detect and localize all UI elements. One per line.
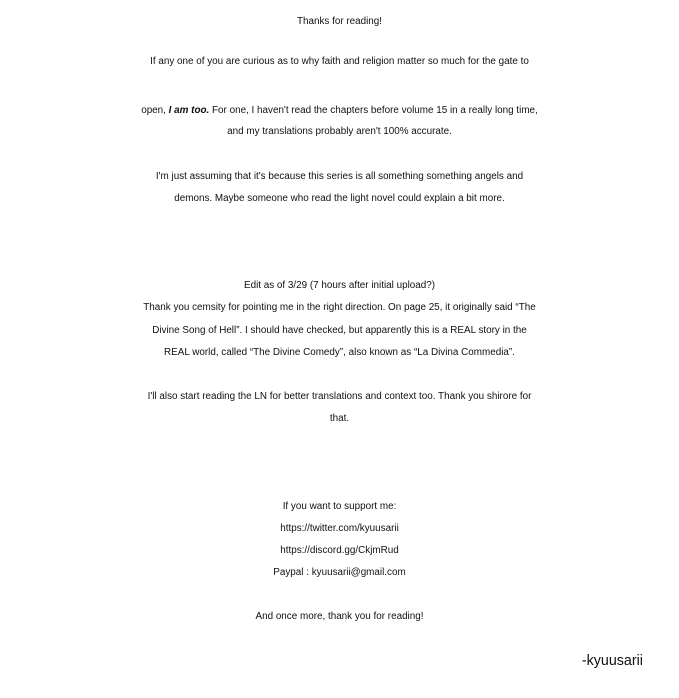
paragraph-1-line-2: [0, 100, 679, 122]
paragraph-2-line-2: demons. Maybe someone who read the light novel could explain a bit more.: [174, 193, 505, 204]
paragraph-1-line-2-start: open,: [141, 105, 169, 116]
paragraph-3-line-1: I'll also start reading the LN for better translations and context too. Thank you shirore for: [147, 391, 532, 402]
support-intro: If you want to support me:: [282, 501, 397, 512]
paypal-email: Paypal : kyuusarii@gmail.com: [273, 567, 406, 578]
twitter-link[interactable]: https://twitter.com/kyuusarii: [280, 523, 399, 534]
signature: -kyuusarii: [581, 653, 643, 669]
edit-title: Edit as of 3/29 (7 hours after initial upload?): [243, 280, 436, 291]
edit-line-1: Thank you cemsity for pointing me in the right direction. On page 25, it originally said “The: [143, 302, 536, 313]
closing-line: And once more, thank you for reading!: [255, 611, 424, 622]
edit-line-3: REAL world, called “The Divine Comedy”, also known as “La Divina Commedia”.: [164, 347, 515, 358]
paragraph-1-line-1: If any one of you are curious as to why faith and religion matter so much for the gate to: [150, 56, 529, 67]
paragraph-3-line-2: that.: [329, 413, 350, 424]
paragraph-1-line-3: and my translations probably aren't 100% accurate.: [227, 126, 452, 137]
heading: Thanks for reading!: [296, 16, 383, 27]
paragraph-2-line-1: I'm just assuming that it's because this series is all something something angels and: [155, 171, 524, 182]
emphasis-text: I am too.: [168, 105, 210, 116]
discord-link[interactable]: https://discord.gg/CkjmRud: [280, 545, 399, 556]
paragraph-1-line-2-end: For one, I haven't read the chapters before volume 15 in a really long time,: [209, 105, 538, 116]
edit-line-2: Divine Song of Hell”. I should have checked, but apparently this is a REAL story in the: [152, 325, 527, 336]
